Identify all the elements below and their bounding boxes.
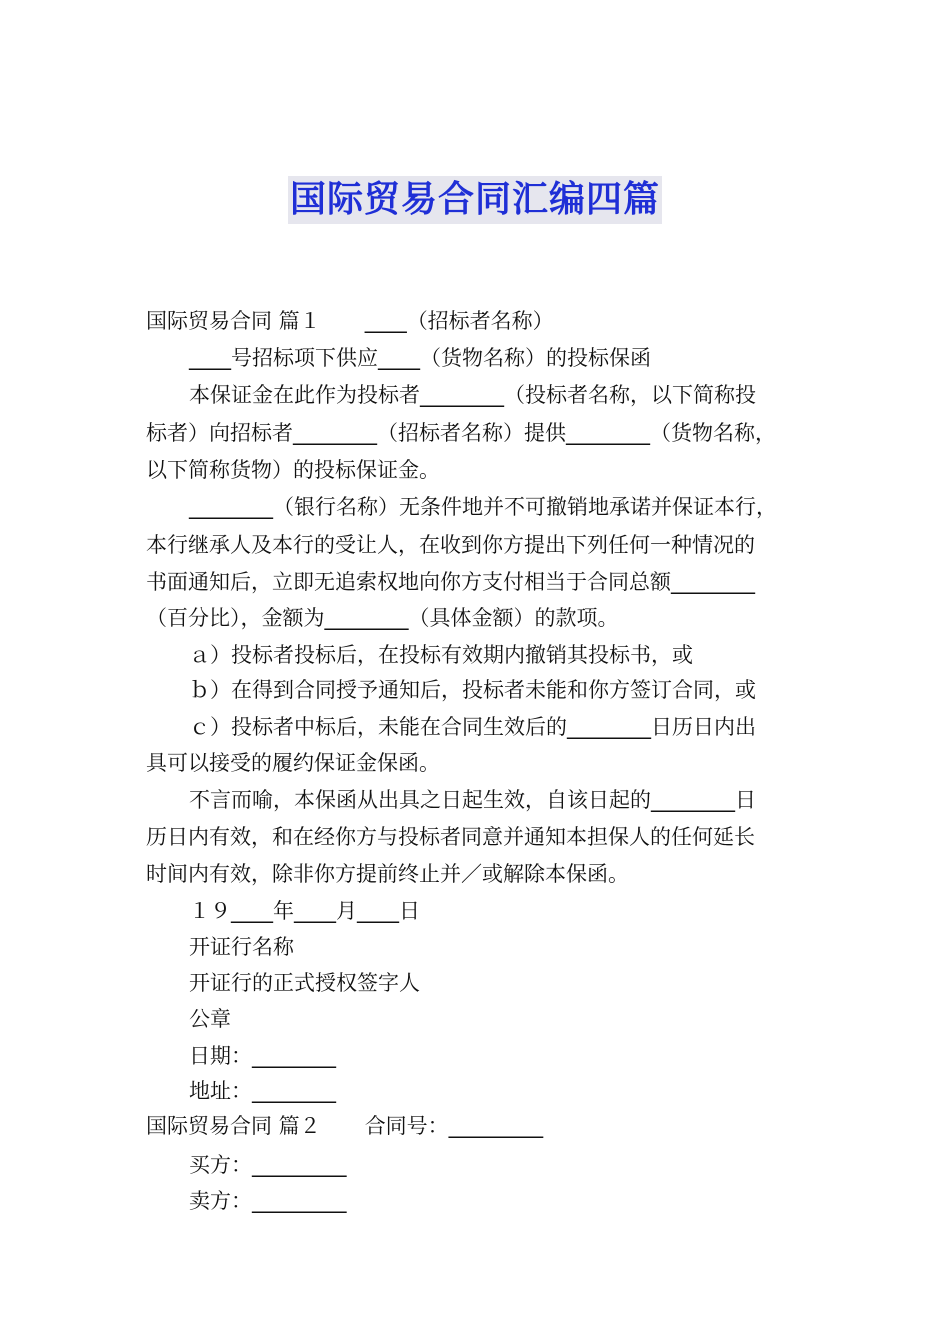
- contract-number-field: 合同号：_________: [364, 1114, 544, 1138]
- official-seal: 公章: [189, 1007, 231, 1031]
- section-2-heading-line: [146, 1111, 543, 1141]
- date-line: １９____年____月____日: [189, 899, 420, 923]
- date-field: 日期：________: [189, 1044, 336, 1068]
- paragraph-line: 历日内有效，和在经你方与投标者同意并通知本担保人的任何延长: [146, 825, 755, 849]
- document-title-text: 国际贸易合同汇编四篇: [288, 176, 662, 224]
- section-1-heading-line: [146, 306, 554, 336]
- section-2-heading: 国际贸易合同 篇２: [146, 1114, 321, 1138]
- paragraph-line: 本行继承人及本行的受让人，在收到你方提出下列任何一种情况的: [146, 533, 755, 557]
- paragraph-line: （百分比），金额为________（具体金额）的款项。: [146, 606, 619, 630]
- list-item-a: ａ）投标者投标后，在投标有效期内撤销其投标书，或: [189, 643, 693, 667]
- paragraph-line: 时间内有效，除非你方提前终止并／或解除本保函。: [146, 862, 629, 886]
- paragraph-line: ________（银行名称）无条件地并不可撤销地承诺并保证本行，: [189, 495, 777, 519]
- list-item-c: ｃ）投标者中标后，未能在合同生效后的________日历日内出: [189, 715, 756, 739]
- paragraph-line: 本保证金在此作为投标者________（投标者名称，以下简称投: [189, 383, 756, 407]
- paragraph-line: 不言而喻，本保函从出具之日起生效，自该日起的________日: [189, 788, 756, 812]
- buyer-field: 买方：_________: [189, 1153, 347, 1177]
- section-1-heading: 国际贸易合同 篇１: [146, 309, 321, 333]
- document-title: [0, 176, 950, 224]
- paragraph-line: 以下简称货物）的投标保证金。: [146, 458, 440, 482]
- paragraph-line: 具可以接受的履约保证金保函。: [146, 751, 440, 775]
- issuing-bank-name: 开证行名称: [189, 935, 294, 959]
- seller-field: 卖方：_________: [189, 1189, 347, 1213]
- address-field: 地址：________: [189, 1079, 336, 1103]
- list-item-b: ｂ）在得到合同授予通知后，投标者未能和你方签订合同，或: [189, 678, 756, 702]
- section-1-heading-tail: ____（招标者名称）: [364, 309, 554, 333]
- paragraph-line: 标者）向招标者________（招标者名称）提供________（货物名称，: [146, 421, 776, 445]
- authorized-signatory: 开证行的正式授权签字人: [189, 971, 420, 995]
- paragraph-line: 书面通知后，立即无追索权地向你方支付相当于合同总额________: [146, 570, 755, 594]
- paragraph-line: ____号招标项下供应____（货物名称）的投标保函: [189, 346, 651, 370]
